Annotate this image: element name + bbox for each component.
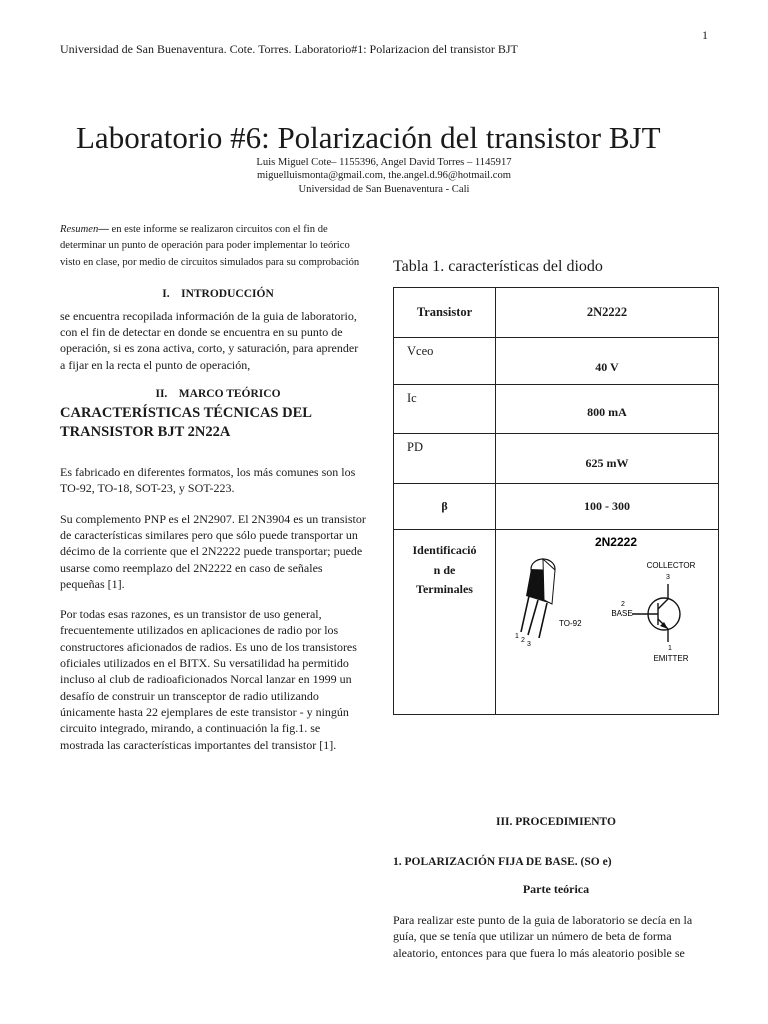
table-row	[394, 338, 719, 385]
text-line: Su complemento PNP es el 2N2907. El 2N3904 es un transistor	[60, 511, 366, 526]
section-heading-procedimiento: III. PROCEDIMIENTO	[496, 816, 616, 828]
text-line: Para realizar este punto de la guia de laboratorio se decía en la	[393, 913, 693, 927]
row-value: 625 mW	[585, 456, 629, 470]
author-affiliation: Universidad de San Buenaventura - Cali	[298, 183, 470, 195]
text-line: a fijar en la recta el punto de operación,	[60, 357, 251, 372]
text-line: operación, si es zona activa, corto, y saturación, para aprender	[60, 341, 359, 356]
paragraph-uso-general	[60, 606, 376, 753]
subheading-line: CARACTERÍSTICAS TÉCNICAS DEL	[60, 405, 312, 422]
left-column	[60, 222, 376, 753]
row-value: 100 - 300	[584, 499, 630, 513]
text-line: con el fin de detectar en donde se encuentra en su punto de	[60, 325, 343, 340]
emitter-label: EMITTER	[653, 654, 689, 663]
page-number: 1	[702, 28, 708, 42]
pin-label: 2	[621, 601, 625, 608]
running-head: Universidad de San Buenaventura. Cote. Torres. Laboratorio#1: Polarizacion del transistor BJT	[60, 42, 518, 56]
table-cell	[394, 338, 496, 385]
text-line: guía, que se tenía que utilizar un número de beta de forma	[393, 929, 672, 944]
table-cell	[496, 385, 719, 434]
section-heading-introduccion: I. INTRODUCCIÓN	[162, 287, 274, 300]
row-label: PD	[407, 440, 423, 454]
subheading-line: TRANSISTOR BJT 2N22A	[60, 424, 231, 441]
row-value: 40 V	[595, 360, 619, 374]
paragraph-formatos	[60, 464, 376, 497]
characteristics-table	[393, 287, 719, 715]
text-line: Por todas esas razones, es un transistor de uso general,	[60, 607, 322, 622]
author-emails: miguelluismonta@gmail.com, the.angel.d.96@hotmail.com	[256, 170, 511, 182]
header-label: Transistor	[416, 305, 473, 319]
base-label: BASE	[611, 609, 633, 618]
row-value: 800 mA	[587, 405, 627, 419]
paper-title: Laboratorio #6: Polarización del transistor BJT	[76, 120, 661, 155]
table-cell	[496, 434, 719, 484]
abstract-dash: —	[98, 224, 109, 235]
text-line: décimo de la corriente que el 2N2222 puede transportar; puede	[60, 544, 363, 559]
subsubheading-parte-teorica: Parte teórica	[522, 882, 590, 896]
pin-label: 3	[666, 574, 670, 581]
text-line: oficiales utilizados en el BITX. Su versatilidad ha permitido	[60, 656, 349, 671]
npn-transistor-symbol-icon	[632, 584, 680, 642]
abstract-line: visto en clase, por medio de circuitos simulados para su comprobación	[60, 256, 360, 268]
collector-label: COLLECTOR	[646, 561, 696, 570]
figure-part-label: 2N2222	[594, 535, 638, 549]
row-label: Ic	[407, 391, 417, 405]
text-line: mostrada las características importantes del transistor [1].	[60, 737, 337, 752]
text-line: frecuentemente utilizados en aplicaciones de radio por los	[60, 623, 339, 638]
pinout-figure	[496, 530, 718, 710]
table-cell	[394, 288, 496, 338]
header-value: 2N2222	[586, 305, 628, 319]
abstract-line: en este informe se realizaron circuitos con el fin de	[111, 224, 328, 235]
text-line: únicamente hasta 22 ejemplares de este transistor - y ningún	[60, 704, 349, 719]
table-cell	[496, 484, 719, 530]
text-line: usarse como reemplazo del 2N2222 en caso de señales	[60, 560, 323, 575]
pin-label: 1	[668, 645, 672, 652]
text-line: incluso al club de radioaficionados Norcal lanzar en 1999 un	[60, 672, 352, 687]
abstract-line: determinar un punto de operación para poder implementar lo teórico	[60, 240, 350, 252]
label-line: n de	[433, 562, 456, 577]
table-row	[394, 434, 719, 484]
terminals-label	[394, 530, 495, 600]
text-line: se encuentra recopilada información de la guia de laboratorio,	[60, 308, 357, 323]
table-row	[394, 288, 719, 338]
beta-symbol: β	[441, 499, 448, 513]
table-row	[394, 484, 719, 530]
table-cell	[496, 288, 719, 338]
row-label: Vceo	[407, 344, 434, 358]
text-line: de características similares pero que sólo puede transportar un	[60, 527, 358, 542]
intro-paragraph	[60, 308, 376, 373]
author-block	[0, 156, 768, 196]
table-cell	[394, 385, 496, 434]
pin-label: 2	[521, 637, 525, 644]
package-label: TO-92	[559, 619, 582, 628]
text-line: Es fabricado en diferentes formatos, los más comunes son los	[60, 465, 356, 480]
text-line: constructores aficionados de radios. Es uno de los transistores	[60, 639, 357, 654]
text-line: circuito integrado, mirando, a continuación la fig.1. se	[60, 721, 321, 736]
pin-label: 1	[515, 633, 519, 640]
text-line: pequeñas [1].	[60, 576, 125, 591]
subheading-caracteristicas	[60, 404, 376, 442]
table-cell	[394, 530, 496, 715]
to92-package-icon	[521, 559, 555, 638]
table-cell	[496, 338, 719, 385]
subheading-polarizacion: 1. POLARIZACIÓN FIJA DE BASE. (SO e)	[393, 856, 612, 868]
text-line: aleatorio, entonces para que fuera lo más aleatorio posible se	[393, 945, 685, 960]
paragraph-complemento	[60, 511, 376, 592]
text-line: desafío de construir un transceptor de radio utilizando	[60, 688, 319, 703]
abstract	[60, 222, 376, 271]
procedure-paragraph	[393, 912, 719, 961]
pin-label: 3	[527, 641, 531, 648]
section-heading-marco-teorico: II. MARCO TEÓRICO	[155, 388, 281, 401]
table-cell	[394, 434, 496, 484]
table-cell	[394, 484, 496, 530]
table-row	[394, 385, 719, 434]
abstract-label: Resumen	[60, 224, 99, 235]
label-line: Identificació	[412, 543, 477, 557]
label-line: Terminales	[416, 582, 473, 596]
text-line: TO-92, TO-18, SOT-23, y SOT-223.	[60, 481, 235, 496]
table-row	[394, 530, 719, 715]
author-names: Luis Miguel Cote– 1155396, Angel David Torres – 1145917	[256, 157, 512, 168]
table-caption: Tabla 1. características del diodo	[393, 258, 603, 275]
table-cell	[496, 530, 719, 715]
